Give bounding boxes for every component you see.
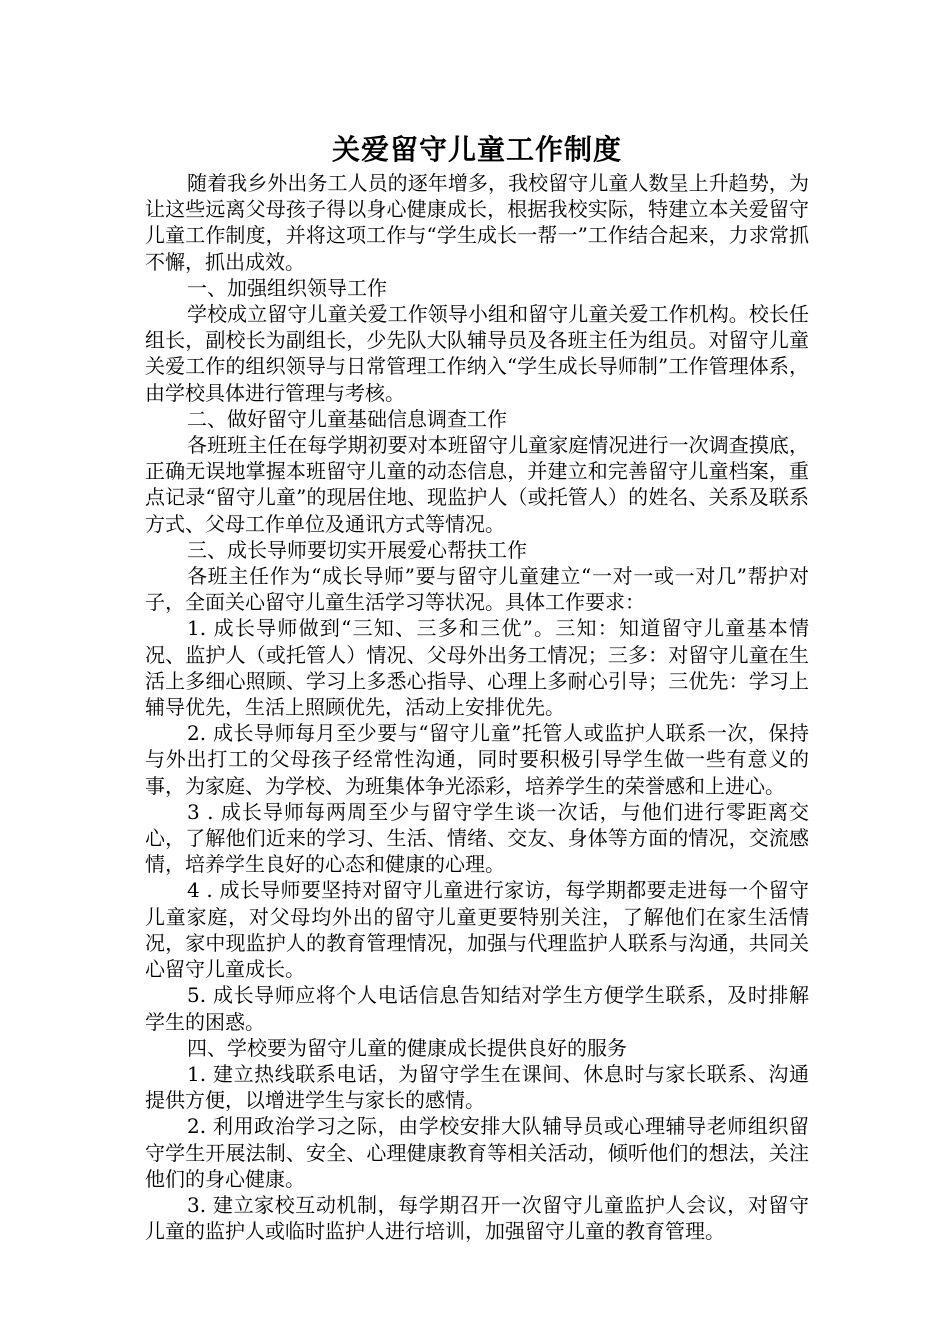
document-page [145, 130, 809, 1244]
list-item-4-2: 2. 利用政治学习之际，由学校安排大队辅导员或心理辅导老师组织留守学生开展法制、安全、心理健康教育等相关活动，倾听他们的想法，关注他们的身心健康。 [145, 1114, 809, 1191]
document-title: 关爱留守儿童工作制度 [331, 133, 622, 166]
section-heading-1: 一、加强组织领导工作 [187, 275, 387, 300]
section-heading-3: 三、成长导师要切实开展爱心帮扶工作 [187, 537, 527, 562]
section-heading-2: 二、做好留守儿童基础信息调查工作 [187, 406, 507, 431]
list-item-3-4: 4 . 成长导师要坚持对留守儿童进行家访，每学期都要走进每一个留守儿童家庭，对父母均外出的留守儿童更要特别关注，了解他们在家生活情况，家中现监护人的教育管理情况，加强与代理监护人联系与沟通，共同关心留守儿童成长。 [145, 878, 809, 982]
paragraph-section-1: 学校成立留守儿童关爱工作领导小组和留守儿童关爱工作机构。校长任组长，副校长为副组长，少先队大队辅导员及各班主任为组员。对留守儿童关爱工作的组织领导与日常管理工作纳入“学生成长导师制”工作管理体系，由学校具体进行管理与考核。 [145, 302, 809, 405]
list-item-3-5: 5. 成长导师应将个人电话信息告知结对学生方便学生联系，及时排解学生的困惑。 [145, 983, 809, 1034]
section-heading-4: 四、学校要为留守儿童的健康成长提供良好的服务 [187, 1035, 627, 1060]
list-item-4-3: 3. 建立家校互动机制，每学期召开一次留守儿童监护人会议，对留守儿童的监护人或临时监护人进行培训，加强留守儿童的教育管理。 [145, 1192, 809, 1244]
list-item-3-3: 3 . 成长导师每两周至少与留守学生谈一次话，与他们进行零距离交心，了解他们近来的学习、生活、情绪、交友、身体等方面的情况，交流感情，培养学生良好的心态和健康的心理。 [145, 799, 809, 877]
list-item-4-1: 1. 建立热线联系电话，为留守学生在课间、休息时与家长联系、沟通提供方便，以增进学生与家长的感情。 [145, 1061, 809, 1113]
paragraph-section-3: 各班主任作为“成长导师”要与留守儿童建立“一对一或一对几”帮护对子，全面关心留守儿童生活学习等状况。具体工作要求： [145, 564, 809, 615]
paragraph-section-2: 各班班主任在每学期初要对本班留守儿童家庭情况进行一次调查摸底，正确无误地掌握本班留守儿童的动态信息，并建立和完善留守儿童档案，重点记录“留守儿童”的现居住地、现监护人（或托管人）的姓名、关系及联系方式、父母工作单位及通讯方式等情况。 [145, 433, 809, 536]
list-item-3-2: 2. 成长导师每月至少要与“留守儿童”托管人或监护人联系一次，保持与外出打工的父母孩子经常性沟通，同时要积极引导学生做一些有意义的事，为家庭、为学校、为班集体争光添彩，培养学生的荣誉感和上进心。 [145, 721, 809, 798]
paragraph-intro: 随着我乡外出务工人员的逐年增多，我校留守儿童人数呈上升趋势，为让这些远离父母孩子得以身心健康成长，根据我校实际，特建立本关爱留守儿童工作制度，并将这项工作与“学生成长一帮一”工作结合起来，力求常抓不懈，抓出成效。 [145, 171, 809, 274]
list-item-3-1: 1. 成长导师做到“三知、三多和三优”。三知：知道留守儿童基本情况、监护人（或托管人）情况、父母外出务工情况；三多：对留守儿童在生活上多细心照顾、学习上多悉心指导、心理上多耐心引导；三优先：学习上辅导优先，生活上照顾优先，活动上安排优先。 [145, 616, 809, 720]
